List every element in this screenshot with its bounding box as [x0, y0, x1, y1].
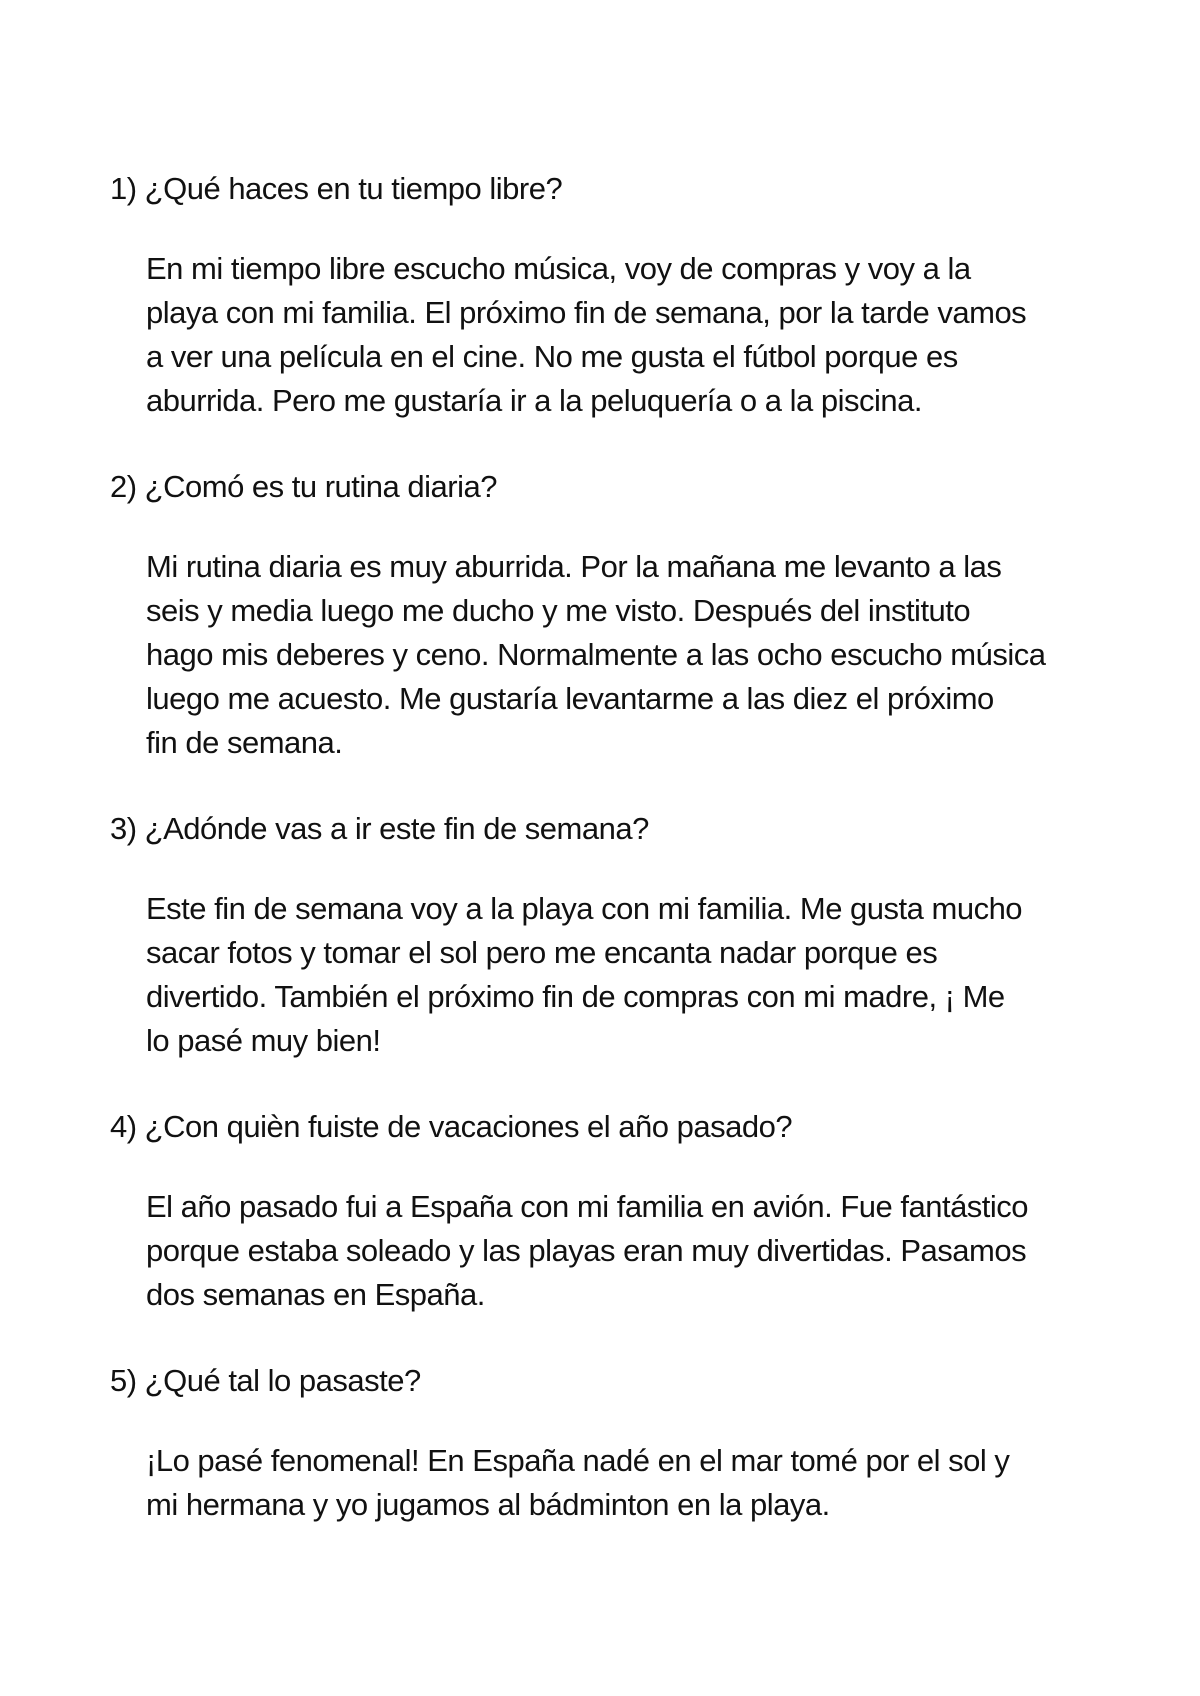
answer-line: En mi tiempo libre escucho música, voy de compras y voy a la — [146, 251, 971, 286]
answer-line: mi hermana y yo jugamos al bádminton en la playa. — [146, 1487, 830, 1522]
qa-item-3 — [110, 807, 1130, 1063]
answer-line: divertido. También el próximo fin de compras con mi madre, ¡ Me — [146, 979, 1005, 1014]
question-5: 5) ¿Qué tal lo pasaste? — [110, 1363, 421, 1398]
question-1: 1) ¿Qué haces en tu tiempo libre? — [110, 171, 563, 206]
answer-line: ¡Lo pasé fenomenal! En España nadé en el mar tomé por el sol y — [146, 1443, 1010, 1478]
qa-item-5 — [110, 1359, 1130, 1527]
answer-line: luego me acuesto. Me gustaría levantarme a las diez el próximo — [146, 681, 994, 716]
answer-line: playa con mi familia. El próximo fin de semana, por la tarde vamos — [146, 295, 1027, 330]
answer-line: fin de semana. — [146, 725, 343, 760]
question-3: 3) ¿Adónde vas a ir este fin de semana? — [110, 811, 649, 846]
answer-line: a ver una película en el cine. No me gusta el fútbol porque es — [146, 339, 958, 374]
answer-line: sacar fotos y tomar el sol pero me encanta nadar porque es — [146, 935, 938, 970]
answer-2 — [146, 545, 1146, 765]
answer-1 — [146, 247, 1146, 423]
qa-item-4 — [110, 1105, 1130, 1317]
answer-3 — [146, 887, 1146, 1063]
qa-item-1 — [110, 167, 1130, 423]
document-content — [110, 167, 1130, 1569]
answer-5 — [146, 1439, 1146, 1527]
answer-line: El año pasado fui a España con mi familia en avión. Fue fantástico — [146, 1189, 1029, 1224]
answer-line: hago mis deberes y ceno. Normalmente a las ocho escucho música — [146, 637, 1046, 672]
answer-line: Mi rutina diaria es muy aburrida. Por la mañana me levanto a las — [146, 549, 1002, 584]
question-4: 4) ¿Con quièn fuiste de vacaciones el año pasado? — [110, 1109, 793, 1144]
answer-line: seis y media luego me ducho y me visto. Después del instituto — [146, 593, 971, 628]
answer-line: dos semanas en España. — [146, 1277, 485, 1312]
answer-line: aburrida. Pero me gustaría ir a la peluquería o a la piscina. — [146, 383, 922, 418]
answer-4 — [146, 1185, 1146, 1317]
answer-line: porque estaba soleado y las playas eran muy divertidas. Pasamos — [146, 1233, 1027, 1268]
qa-item-2 — [110, 465, 1130, 765]
question-2: 2) ¿Comó es tu rutina diaria? — [110, 469, 497, 504]
answer-line: lo pasé muy bien! — [146, 1023, 381, 1058]
answer-line: Este fin de semana voy a la playa con mi familia. Me gusta mucho — [146, 891, 1023, 926]
